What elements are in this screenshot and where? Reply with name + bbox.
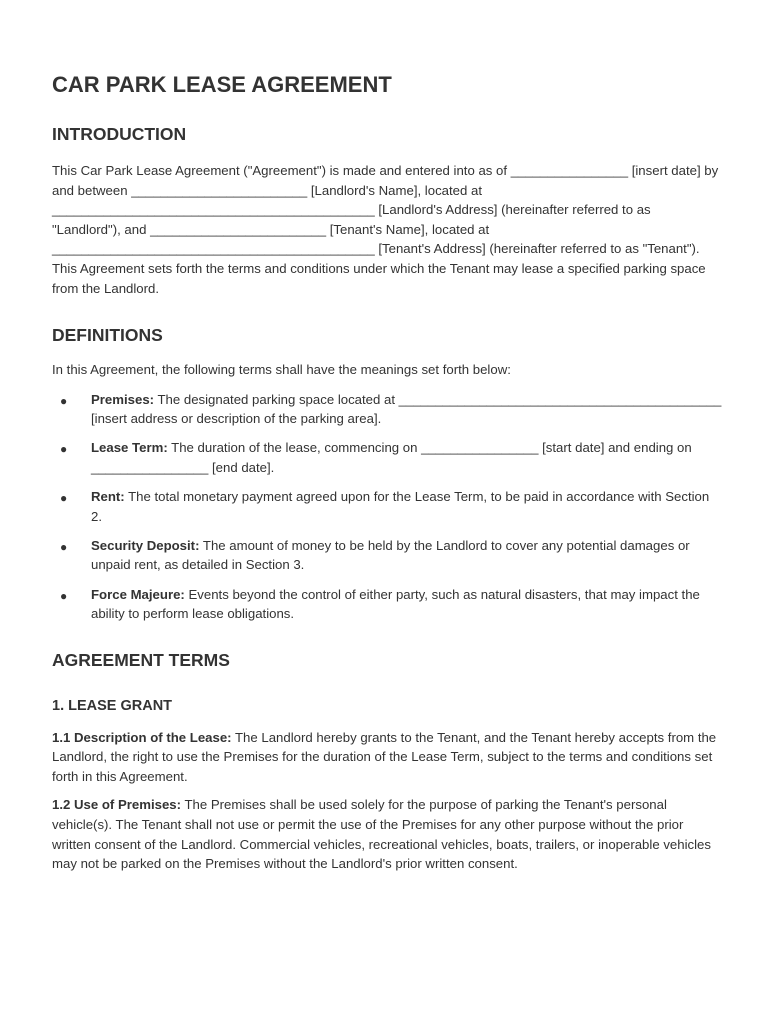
definition-item-rent <box>52 487 722 526</box>
definition-term: Premises: <box>91 391 155 407</box>
definition-item-lease-term <box>52 438 722 477</box>
bullet-icon: ● <box>60 539 68 554</box>
definition-text: The amount of money to be held by the Landlord to cover any potential damages or unpaid rent, as detailed in Section 3. <box>91 537 690 573</box>
bullet-icon: ● <box>60 442 68 457</box>
bullet-icon: ● <box>60 588 68 603</box>
introduction-heading: INTRODUCTION <box>52 124 187 144</box>
definition-term: Force Majeure: <box>91 586 185 602</box>
agreement-terms-heading: AGREEMENT TERMS <box>52 649 230 670</box>
clause-1-1 <box>52 728 722 787</box>
bullet-icon: ● <box>60 491 68 506</box>
definitions-intro: In this Agreement, the following terms shall have the meanings set forth below: <box>52 362 511 378</box>
introduction-paragraph: This Car Park Lease Agreement ("Agreement") is made and entered into as of ________________ [insert date] by and between ________________________ [Landlord's Name], located at ____________________________________________ [Landlord's Address] (hereinafter referred to as "Landlord"), and ________________________ [Tenant's Name], located at ____________________________________________ [Tenant's Address] (hereinafter referred to as "Tenant"). This Agreement sets forth the terms and conditions under which the Tenant may lease a specified parking space from the Landlord. <box>52 163 719 296</box>
definition-text: The total monetary payment agreed upon for the Lease Term, to be paid in accordance with Section 2. <box>91 489 710 524</box>
lease-grant-heading: 1. LEASE GRANT <box>52 697 173 714</box>
definition-item-force-majeure <box>52 585 722 624</box>
clause-1-2 <box>52 795 722 873</box>
document-page <box>52 70 722 874</box>
definitions-heading: DEFINITIONS <box>52 325 163 346</box>
clause-text: The Landlord hereby grants to the Tenant, and the Tenant hereby accepts from the Landlord, the right to use the Premises for the duration of the Lease Term, subject to the terms and conditions set forth in this Agreement. <box>52 729 717 784</box>
definitions-list <box>52 390 722 624</box>
definition-term: Rent: <box>91 489 125 505</box>
definition-item-premises <box>52 390 722 429</box>
document-title: CAR PARK LEASE AGREEMENT <box>52 72 392 97</box>
definition-term: Security Deposit: <box>91 537 200 553</box>
definition-text: Events beyond the control of either party, such as natural disasters, that may impact the ability to perform lease obligations. <box>91 586 700 622</box>
clause-label: 1.2 Use of Premises: <box>52 797 182 813</box>
clause-label: 1.1 Description of the Lease: <box>52 729 232 745</box>
definition-term: Lease Term: <box>91 440 168 456</box>
bullet-icon: ● <box>60 393 68 408</box>
definition-text: The duration of the lease, commencing on ________________ [start date] and ending on ________________ [end date]. <box>91 440 692 476</box>
definition-text: The designated parking space located at ____________________________________________ [insert address or description of the parking area]. <box>91 391 722 427</box>
definition-item-security-deposit <box>52 536 722 575</box>
clause-text: The Premises shall be used solely for the purpose of parking the Tenant's personal vehicle(s). The Tenant shall not use or permit the use of the Premises for any other purpose without the prior written consent of the Landlord. Commercial vehicles, recreational vehicles, boats, trailers, or inoperable vehicles may not be parked on the Premises without the Landlord's prior written consent. <box>52 797 711 872</box>
